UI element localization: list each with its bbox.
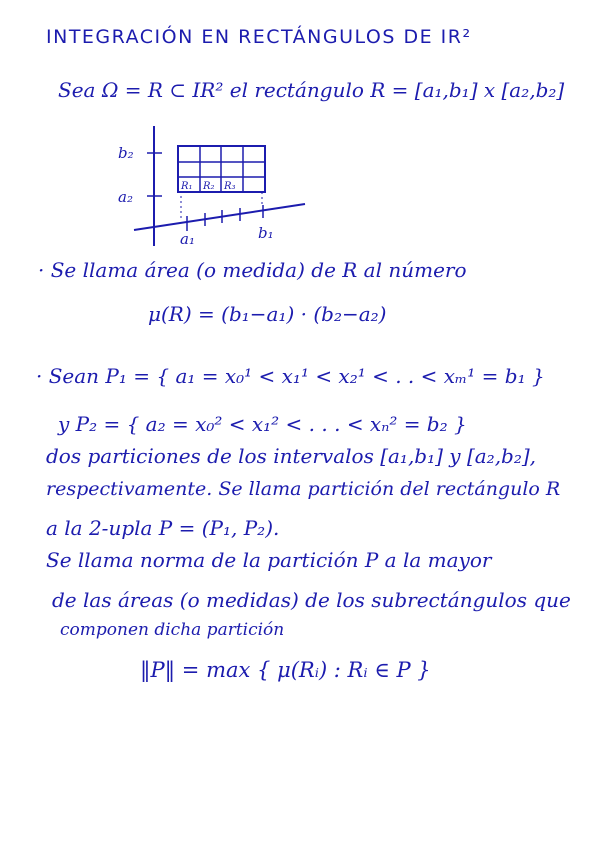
page-title: INTEGRACIÓN EN RECTÁNGULOS DE IR² xyxy=(46,26,472,48)
definition-line: Sea Ω = R ⊂ IR² el rectángulo R = [a₁,b₁] x [a₂,b₂] xyxy=(58,78,565,102)
norm-formula: ‖P‖ = max { μ(Rᵢ) : Rᵢ ∈ P } xyxy=(140,658,431,682)
label-a2: a₂ xyxy=(118,188,133,206)
x-axis xyxy=(134,204,305,230)
area-formula: μ(R) = (b₁−a₁) · (b₂−a₂) xyxy=(148,302,387,326)
partition-p1: · Sean P₁ = { a₁ = x₀¹ < x₁¹ < x₂¹ < . . < xₘ¹ = b₁ } xyxy=(36,364,545,388)
label-b1: b₁ xyxy=(258,224,274,242)
label-r2: R₂ xyxy=(203,181,215,192)
text-line: dos particiones de los intervalos [a₁,b₁] y [a₂,b₂], xyxy=(46,444,537,468)
text-line: respectivamente. Se llama partición del rectángulo R xyxy=(46,478,561,500)
partition-p2: y P₂ = { a₂ = x₀² < x₁² < . . . < xₙ² = b₂ } xyxy=(58,412,467,436)
label-b2: b₂ xyxy=(118,144,134,162)
text-line: de las áreas (o medidas) de los subrectángulos que xyxy=(52,588,571,612)
text-line: a la 2-upla P = (P₁, P₂). xyxy=(46,516,280,540)
label-r3: R₃ xyxy=(224,181,236,192)
label-a1: a₁ xyxy=(180,230,195,248)
label-r1: R₁ xyxy=(181,181,193,192)
area-definition: · Se llama área (o medida) de R al número xyxy=(38,258,467,282)
text-line: Se llama norma de la partición P a la mayor xyxy=(46,548,492,572)
text-line: componen dicha partición xyxy=(60,620,285,640)
